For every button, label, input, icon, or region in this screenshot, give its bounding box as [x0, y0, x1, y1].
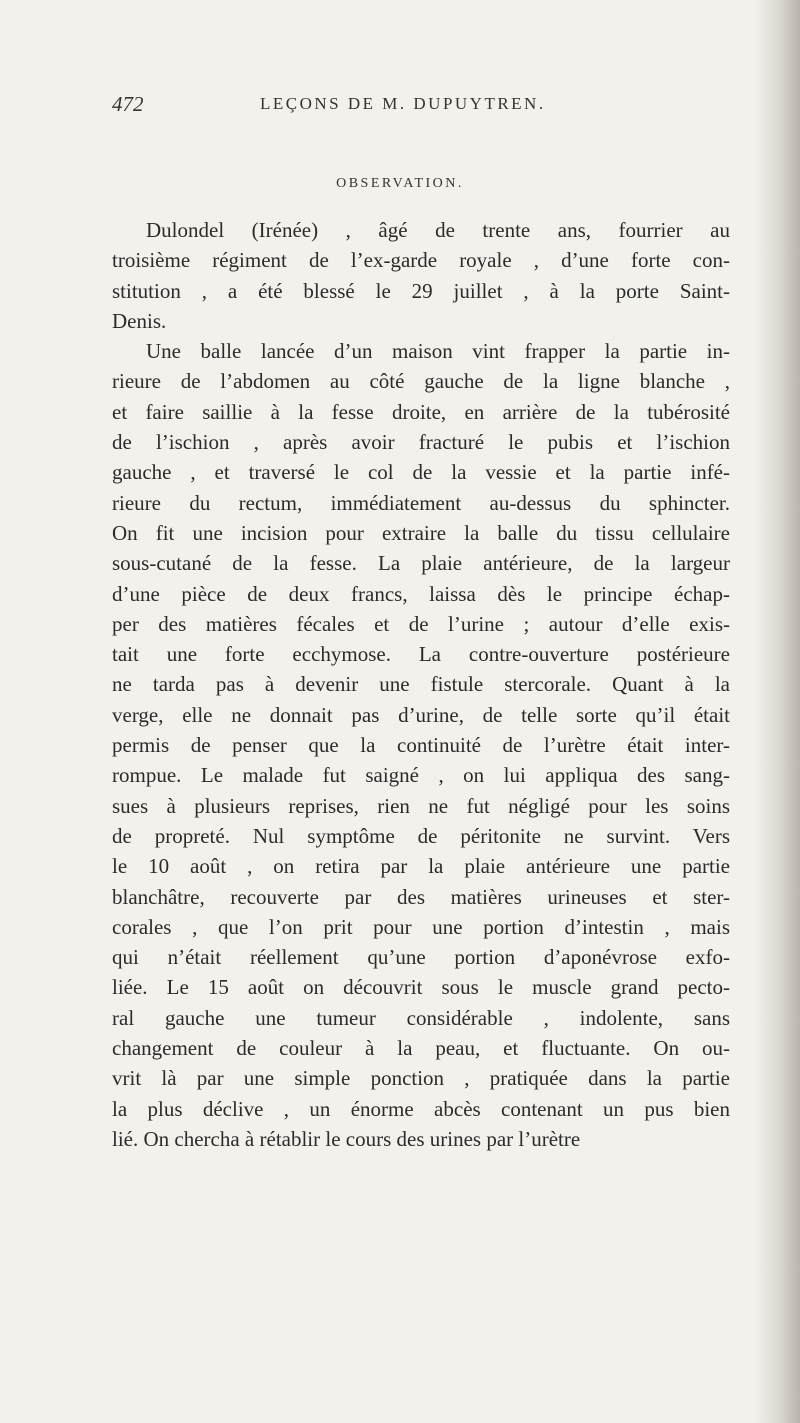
- text-line: d’une pièce de deux francs, laissa dès le principe échap-: [112, 581, 730, 606]
- text-line: stitution , a été blessé le 29 juillet , à la porte Saint-: [112, 278, 730, 303]
- text-line: rieure de l’abdomen au côté gauche de la ligne blanche ,: [112, 369, 730, 394]
- text-line: blanchâtre, recouverte par des matières urineuses et ster-: [112, 884, 730, 909]
- text-line: vrit là par une simple ponction , pratiquée dans la partie: [112, 1066, 730, 1091]
- text-line: rieure du rectum, immédiatement au-dessus du sphincter.: [112, 490, 730, 515]
- text-line: lié. On chercha à rétablir le cours des urines par l’urètre: [112, 1126, 581, 1151]
- text-line: gauche , et traversé le col de la vessie et la partie infé-: [112, 460, 730, 485]
- text-line: Une balle lancée d’un maison vint frapper la partie in-: [146, 339, 730, 364]
- text-line: rompue. Le malade fut saigné , on lui appliqua des sang-: [112, 763, 730, 788]
- paragraph: [112, 336, 730, 1154]
- text-line: liée. Le 15 août on découvrit sous le muscle grand pecto-: [112, 975, 730, 1000]
- text-line: le 10 août , on retira par la plaie antérieure une partie: [112, 854, 730, 879]
- text-line: Dulondel (Irénée) , âgé de trente ans, fourrier au: [146, 218, 730, 242]
- body-text: [112, 215, 730, 1154]
- text-line: corales , que l’on prit pour une portion d’intestin , mais: [112, 914, 730, 939]
- page-number: 472: [112, 92, 144, 116]
- paragraph: [112, 215, 730, 336]
- running-title: LEÇONS DE M. DUPUYTREN.: [260, 94, 546, 113]
- text-line: On fit une incision pour extraire la balle du tissu cellulaire: [112, 520, 730, 545]
- text-line: de l’ischion , après avoir fracturé le pubis et l’ischion: [112, 430, 730, 455]
- text-line: qui n’était réellement qu’une portion d’aponévrose exfo-: [112, 945, 730, 970]
- text-line: permis de penser que la continuité de l’urètre était inter-: [112, 733, 730, 758]
- text-line: changement de couleur à la peau, et fluctuante. On ou-: [112, 1036, 730, 1061]
- text-line: et faire saillie à la fesse droite, en arrière de la tubérosité: [112, 399, 730, 424]
- text-line: per des matières fécales et de l’urine ; autour d’elle exis-: [112, 611, 730, 636]
- page-header: [112, 92, 732, 122]
- text-line: troisième régiment de l’ex-garde royale , d’une forte con-: [112, 248, 730, 273]
- text-line: ne tarda pas à devenir une fistule stercorale. Quant à la: [112, 672, 730, 697]
- text-line: ral gauche une tumeur considérable , indolente, sans: [112, 1005, 730, 1030]
- section-title: OBSERVATION.: [336, 176, 464, 191]
- text-line: sous-cutané de la fesse. La plaie antérieure, de la largeur: [112, 551, 730, 576]
- text-line: de propreté. Nul symptôme de péritonite ne survint. Vers: [112, 823, 730, 848]
- text-line: verge, elle ne donnait pas d’urine, de telle sorte qu’il était: [112, 702, 730, 727]
- page-edge-shadow: [754, 0, 800, 1423]
- text-line: Denis.: [112, 308, 167, 333]
- text-line: la plus déclive , un énorme abcès contenant un pus bien: [112, 1096, 730, 1121]
- text-line: sues à plusieurs reprises, rien ne fut négligé pour les soins: [112, 793, 730, 818]
- text-line: tait une forte ecchymose. La contre-ouverture postérieure: [112, 642, 730, 667]
